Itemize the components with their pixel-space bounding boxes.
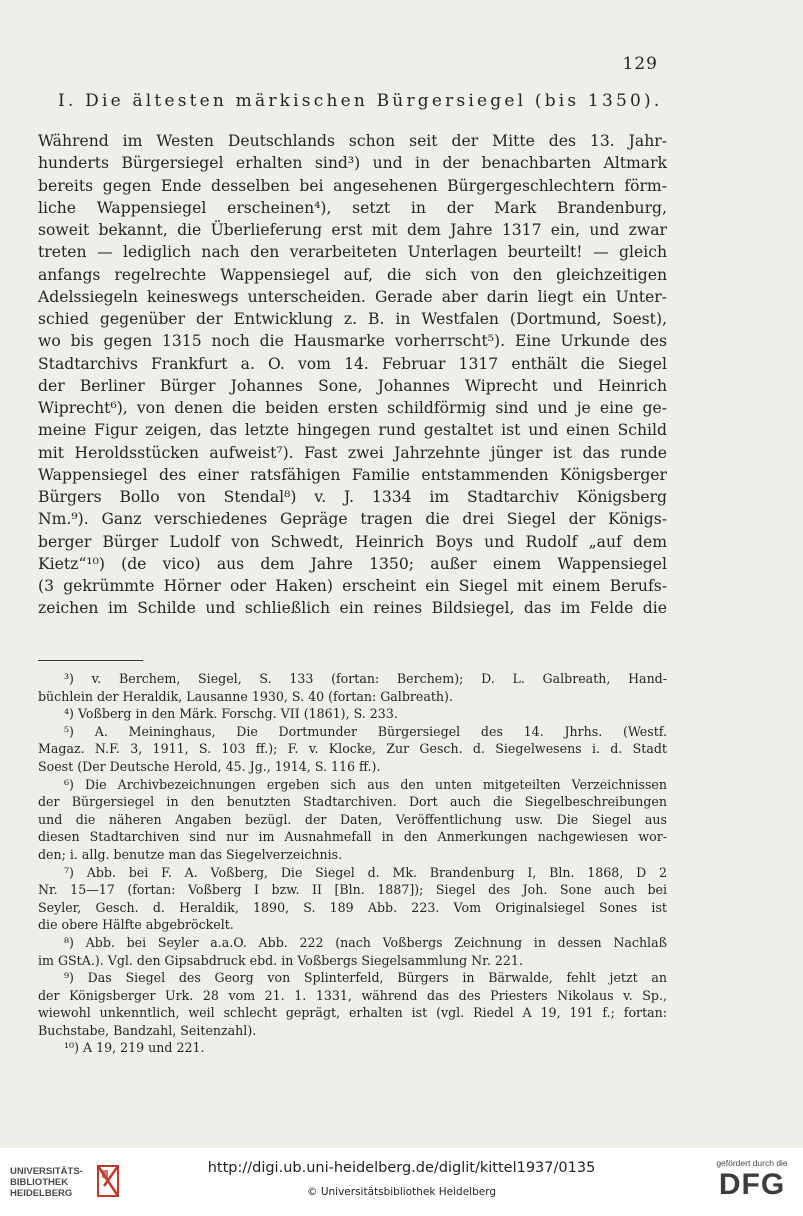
footnote-line: Seyler, Gesch. d. Heraldik, 1890, S. 189 Abb. 223. Vom Originalsiegel Sones ist xyxy=(38,899,667,915)
footnote-line: büchlein der Heraldik, Lausanne 1930, S. 40 (fortan: Galbreath). xyxy=(38,688,453,704)
logo-line: UNIVERSITÄTS- xyxy=(10,1166,83,1177)
body-line: der Berliner Bürger Johannes Sone, Johannes Wiprecht und Heinrich xyxy=(38,376,667,395)
footnote-line: der Bürgersiegel in den benutzten Stadtarchiven. Dort auch die Siegelbeschreibungen xyxy=(38,794,667,810)
footnote xyxy=(38,864,667,934)
body-line: liche Wappensiegel erscheinen⁴), setzt in der Mark Brandenburg, xyxy=(38,198,667,217)
body-line: meine Figur zeigen, das letzte hingegen rund gestaltet ist und einen Schild xyxy=(38,421,667,440)
footnote-line: ¹⁰) A 19, 219 und 221. xyxy=(64,1040,205,1056)
footnote-line: der Königsberger Urk. 28 vom 21. 1. 1331, während das des Priesters Nikolaus v. Sp., xyxy=(38,987,667,1003)
footnote xyxy=(38,969,667,1039)
body-line: Wappensiegel des einer ratsfähigen Familie entstammenden Königsberger xyxy=(38,465,667,484)
body-line: Bürgers Bollo von Stendal⁸) v. J. 1334 im Stadtarchiv Königsberg xyxy=(38,488,667,506)
footnote xyxy=(38,723,667,776)
body-line: bereits gegen Ende desselben bei angesehenen Bürgergeschlechtern förm- xyxy=(38,176,667,195)
funded-by-label: gefördert durch die xyxy=(716,1158,788,1168)
footnote-line: Soest (Der Deutsche Herold, 45. Jg., 1914, S. 116 ff.). xyxy=(38,758,381,774)
dfg-wordmark: DFG xyxy=(718,1168,786,1201)
permalink-url[interactable]: http://digi.ub.uni-heidelberg.de/diglit/kittel1937/0135 xyxy=(207,1160,596,1176)
viewer-footer xyxy=(0,1148,803,1216)
section-heading: I. Die ältesten märkischen Bürgersiegel (bis 1350). xyxy=(58,91,663,111)
body-line: schied gegenüber der Entwicklung z. B. in Westfalen (Dortmund, Soest), xyxy=(38,310,667,328)
logo-line: HEIDELBERG xyxy=(10,1188,73,1199)
body-line: soweit bekannt, die Überlieferung erst mit dem Jahre 1317 ein, und zwar xyxy=(38,221,667,239)
body-line: mit Heroldsstücken aufweist⁷). Fast zwei Jahrzehnte jünger ist das runde xyxy=(38,443,667,462)
logo-line: BIBLIOTHEK xyxy=(10,1177,69,1188)
footnote-line: ⁹) Das Siegel des Georg von Splinterfeld, Bürgers in Bärwalde, fehlt jetzt an xyxy=(64,970,667,986)
footnote-line: die obere Hälfte abgebröckelt. xyxy=(38,917,234,933)
footnote-line: ⁴) Voßberg in den Märk. Forschg. VII (1861), S. 233. xyxy=(64,706,398,722)
copyright-notice: © Universitätsbibliothek Heidelberg xyxy=(306,1186,496,1198)
body-line: Stadtarchivs Frankfurt a. O. vom 14. Februar 1317 enthält die Siegel xyxy=(38,354,667,373)
body-line: Während im Westen Deutschlands schon seit der Mitte des 13. Jahr- xyxy=(38,132,667,150)
body-line: zeichen im Schilde und schließlich ein reines Bildsiegel, das im Felde die xyxy=(38,599,667,618)
footnote-line: wiewohl unkenntlich, weil schlecht geprägt, erhalten ist (vgl. Riedel A 19, 191 f.; fortan: xyxy=(38,1005,667,1021)
body-line: Kietz“¹⁰) (de vico) aus dem Jahre 1350; außer einem Wappensiegel xyxy=(38,554,667,573)
footnote xyxy=(38,776,667,864)
footnote xyxy=(38,670,667,705)
footnotes xyxy=(38,670,667,1057)
footnote xyxy=(38,705,667,723)
footnote-line: im GStA.). Vgl. den Gipsabdruck ebd. in Voßbergs Siegelsammlung Nr. 221. xyxy=(38,952,523,968)
footnote-line: Magaz. N.F. 3, 1911, S. 103 ff.); F. v. Klocke, Zur Gesch. d. Siegelwesens i. d. Stadt xyxy=(38,741,667,757)
footnote-rule xyxy=(38,660,143,661)
footnote-line: ⁸) Abb. bei Seyler a.a.O. Abb. 222 (nach Voßbergs Zeichnung in dessen Nachlaß xyxy=(64,934,667,950)
footnote-line: Buchstabe, Bandzahl, Seitenzahl). xyxy=(38,1022,257,1038)
body-line: wo bis gegen 1315 noch die Hausmarke vorherrscht⁵). Eine Urkunde des xyxy=(38,332,667,351)
dfg-logo[interactable] xyxy=(713,1158,791,1210)
body-line: berger Bürger Ludolf von Schwedt, Heinrich Boys und Rudolf „auf dem xyxy=(38,532,667,551)
footnote-line: und die näheren Angaben bezügl. der Daten, Veröffentlichung usw. Die Siegel aus xyxy=(38,811,667,827)
footnote xyxy=(38,1039,667,1057)
body-line: hunderts Bürgersiegel erhalten sind³) und in der benachbarten Altmark xyxy=(38,154,667,173)
body-line: anfangs regelrechte Wappensiegel auf, die sich von den gleichzeitigen xyxy=(38,265,667,284)
footnote xyxy=(38,934,667,969)
footnote-line: ⁶) Die Archivbezeichnungen ergeben sich aus den unten mitgeteilten Verzeichnissen xyxy=(64,776,667,792)
body-text xyxy=(38,130,667,620)
footnote-line: ⁷) Abb. bei F. A. Voßberg, Die Siegel d. Mk. Brandenburg I, Bln. 1868, D 2 xyxy=(64,864,667,880)
footnote-line: diesen Stadtarchiven sind nur im Ausnahmefall in den Anmerkungen nachgewiesen wor- xyxy=(38,829,667,845)
footnote-line: Nr. 15—17 (fortan: Voßberg I bzw. II [Bln. 1887]); Siegel des Joh. Sone auch bei xyxy=(38,882,667,898)
page-number: 129 xyxy=(622,54,658,74)
footnote-line: ⁵) A. Meininghaus, Die Dortmunder Bürgersiegel des 14. Jhrhs. (Westf. xyxy=(64,723,667,739)
body-line: Adelssiegeln keineswegs unterscheiden. Gerade aber darin liegt ein Unter- xyxy=(38,287,667,306)
body-line: treten — lediglich nach den verarbeiteten Unterlagen beurteilt! — gleich xyxy=(38,243,667,262)
footnote-line: ³) v. Berchem, Siegel, S. 133 (fortan: Berchem); D. L. Galbreath, Hand- xyxy=(64,671,667,686)
footnote-line: den; i. allg. benutze man das Siegelverzeichnis. xyxy=(38,846,343,862)
body-line: Nm.⁹). Ganz verschiedenes Gepräge tragen die drei Siegel der Königs- xyxy=(38,510,667,529)
body-line: Wiprecht⁶), von denen die beiden ersten schildförmig sind und je eine ge- xyxy=(38,399,667,417)
body-line: (3 gekrümmte Hörner oder Haken) erscheint ein Siegel mit einem Berufs- xyxy=(38,577,667,595)
